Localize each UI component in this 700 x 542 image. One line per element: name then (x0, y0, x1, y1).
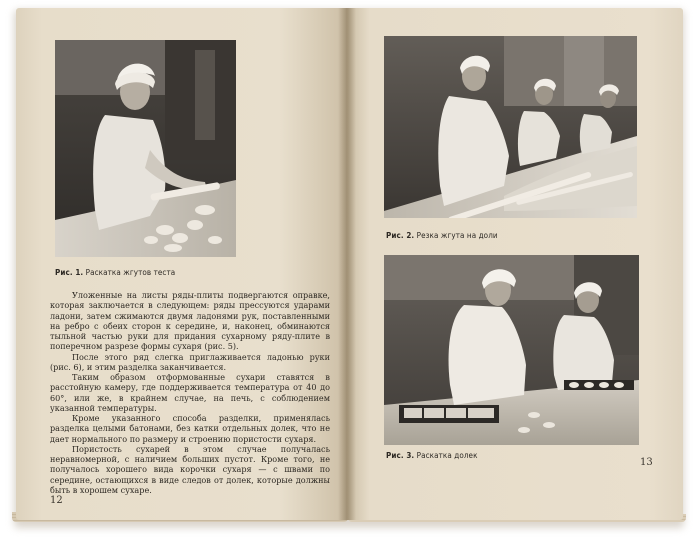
paragraph: Кроме указанного способа разделки, применялась разделка целыми батонами, без катки отдельных долек, что не дает нормального по размеру и строению пористости сухаря. (50, 413, 330, 444)
paragraph: Пористость сухарей в этом случае получалась неравномерной, с наличием больших пустот. Кроме того, не получалось хорошего вида корочки сухаря — с швами по середине, остающихся в виде следов от долек, которые должны быть в хорошем сухаре. (50, 443, 330, 495)
page-number-left: 12 (50, 495, 63, 506)
left-page-body (50, 290, 330, 495)
page-number-right: 13 (640, 457, 653, 468)
figure-3-caption: Рис. 3. Раскатка долек (386, 451, 478, 460)
paragraph: Уложенные на листы ряды-плиты подвергаются оправке, которая заключается в следующем: ряды прессуются ударами ладони, затем сжимаются двумя ладонями рук, поставленными на ребро с обеих сторон к середине, и, наконец, обминаются тыльной частью руки для придания сухарному ряду-плите в поперечном разрезе формы сухаря (рис. 5). (50, 290, 330, 352)
paragraph: Таким образом отформованные сухари ставятся в расстойную камеру, где поддерживается температура от 40 до 60°, или же, в крайнем случае, на печь, с соблюдением указанной температуры. (50, 372, 330, 413)
figure-1-photo (55, 40, 236, 257)
figure-3-photo (384, 255, 639, 445)
figure-1-caption: Рис. 1. Раскатка жгутов теста (55, 268, 176, 277)
figure-2-photo (384, 36, 637, 218)
paragraph: После этого ряд слегка приглаживается ладонью руки (рис. 6), и этим разделка заканчивается. (50, 351, 330, 372)
book-gutter (338, 8, 356, 520)
figure-2-caption: Рис. 2. Резка жгута на доли (386, 231, 498, 240)
